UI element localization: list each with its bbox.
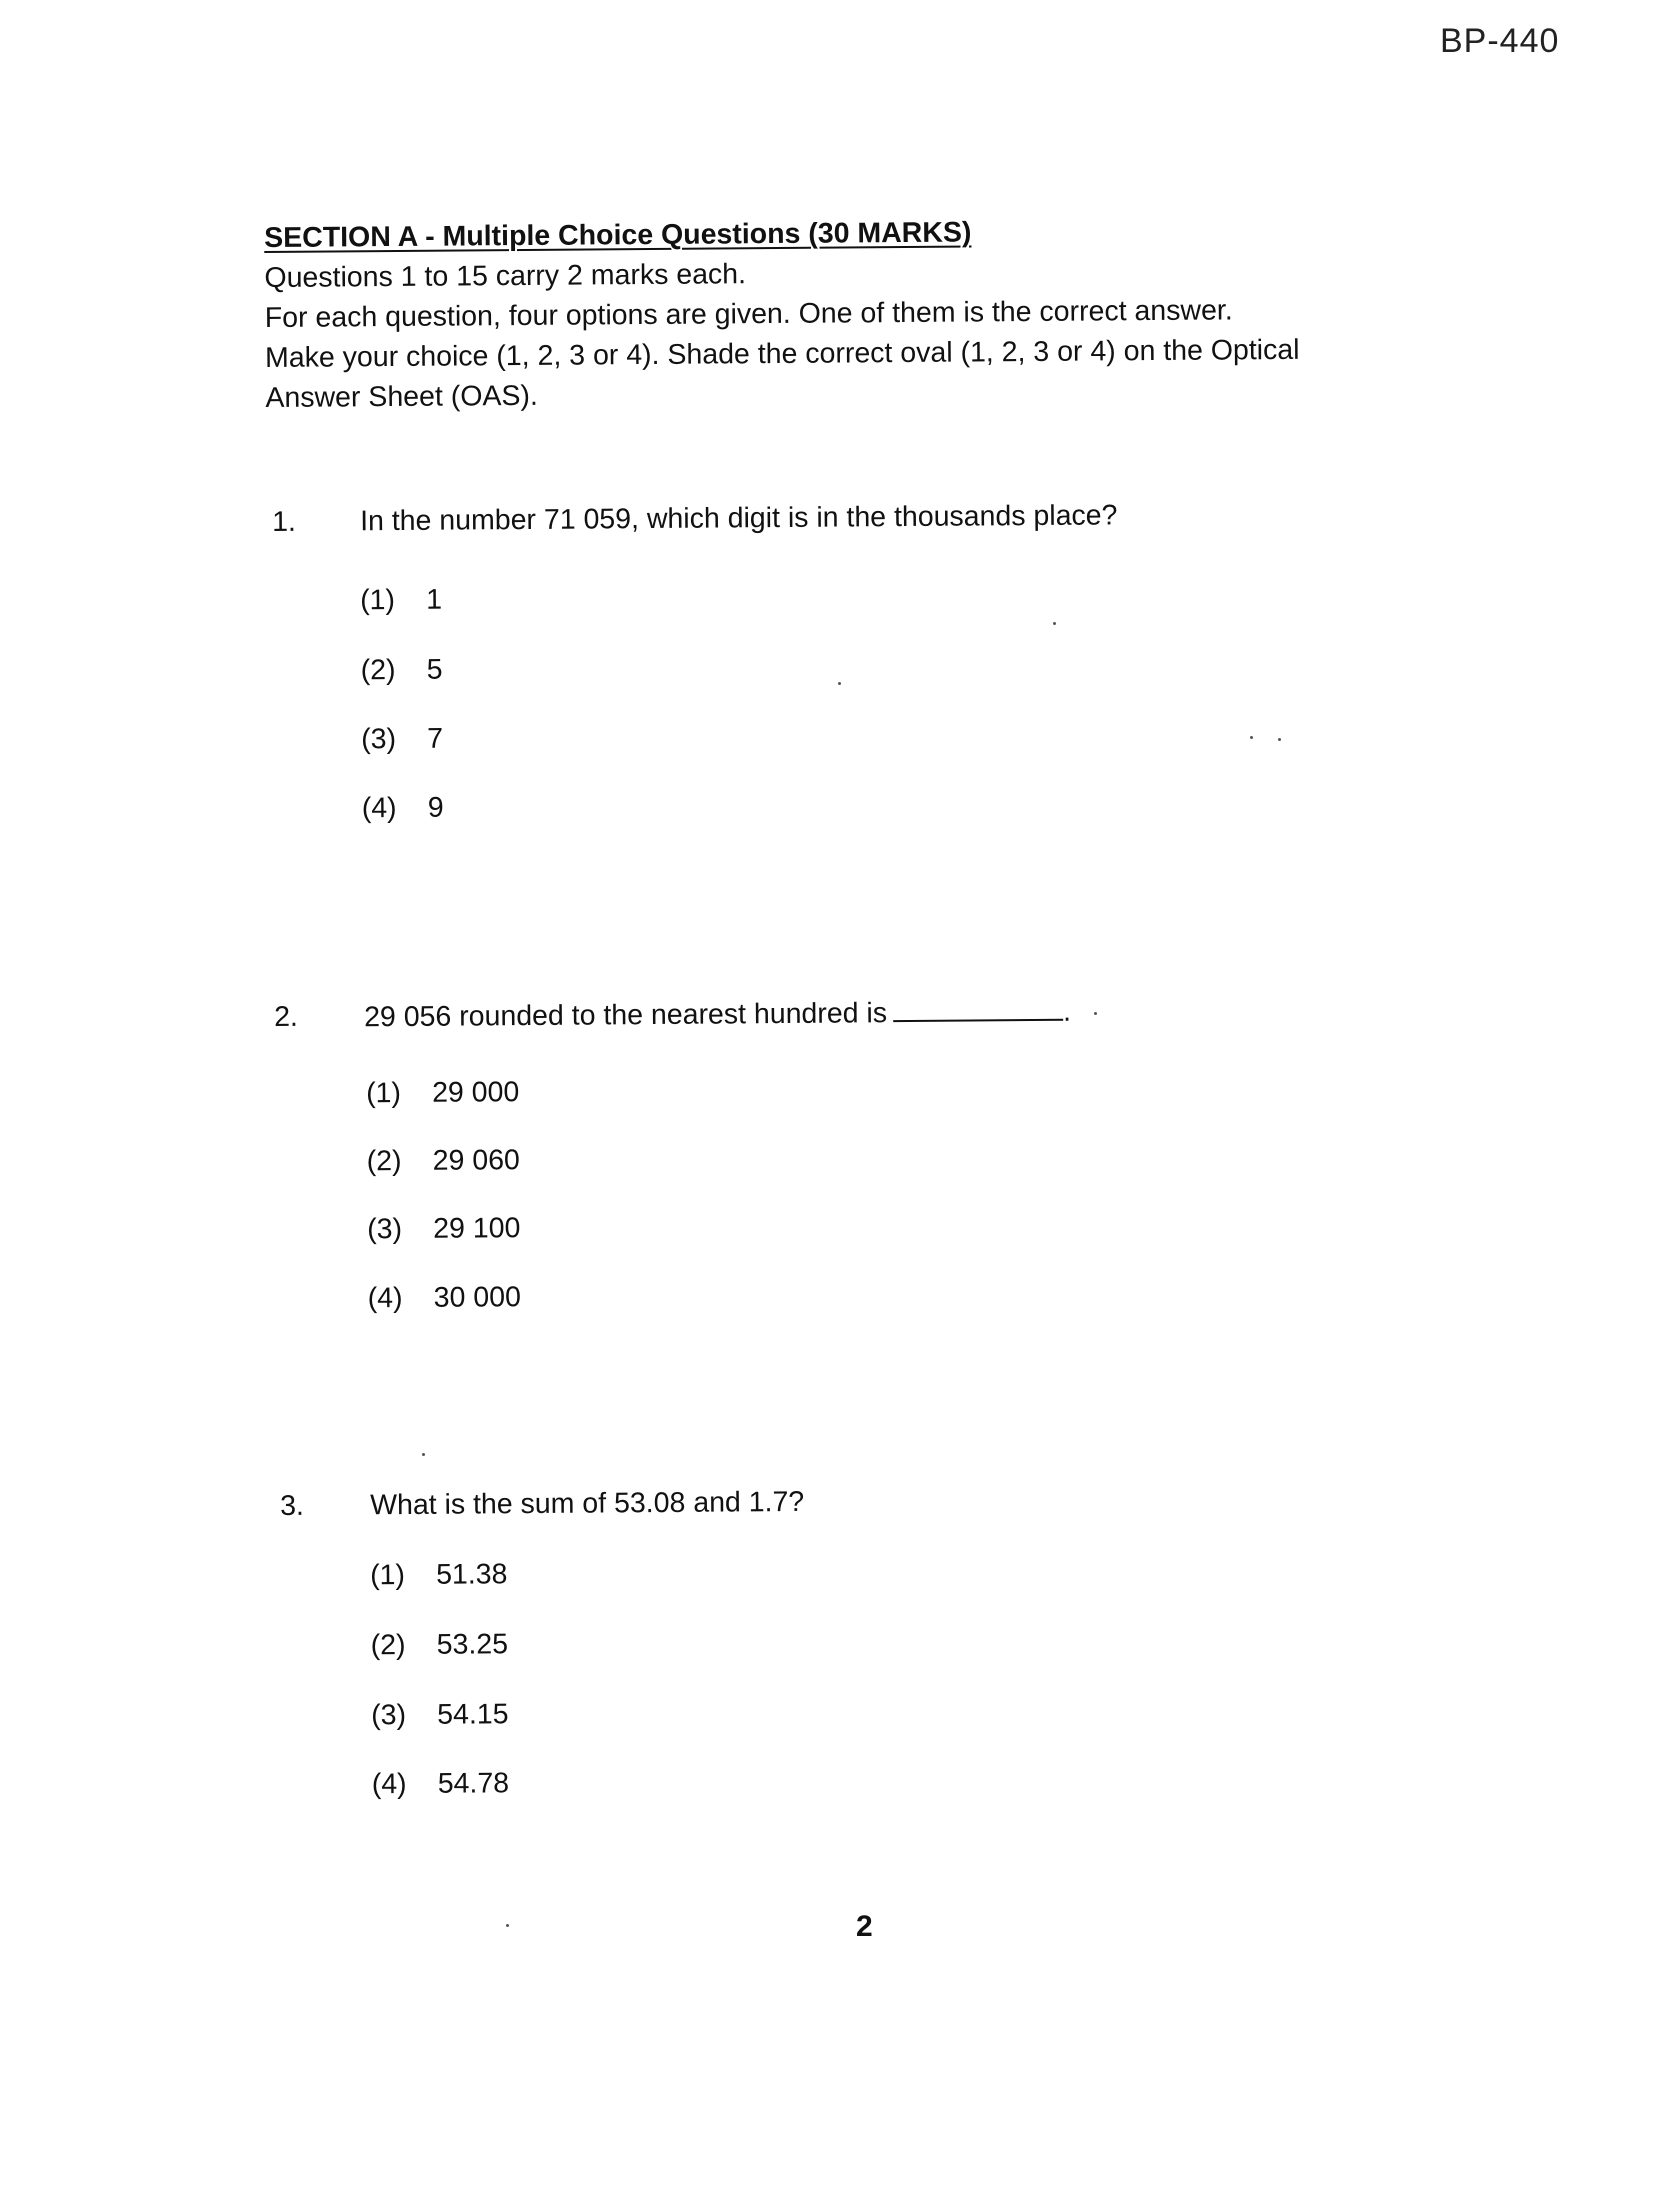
question-text: What is the sum of 53.08 and 1.7? — [369, 1485, 805, 1522]
option — [370, 1558, 508, 1592]
instruction-line: Make your choice (1, 2, 3 or 4). Shade the correct oval (1, 2, 3 or 4) on the Optical — [264, 333, 1300, 374]
question-text: In the number 71 059, which digit is in the thousands place? — [359, 499, 1118, 538]
instruction-line: Questions 1 to 15 carry 2 marks each. — [264, 258, 747, 294]
option-value: 29 100 — [433, 1212, 521, 1245]
option-value: 53.25 — [436, 1628, 509, 1661]
option-value: 5 — [426, 653, 443, 686]
option — [371, 1628, 509, 1662]
option-value: 1 — [425, 583, 443, 616]
question-text-main: 29 056 rounded to the nearest hundred is — [364, 997, 888, 1034]
scan-speck — [422, 1453, 425, 1456]
option — [368, 1281, 521, 1315]
scan-speck — [1094, 1012, 1097, 1015]
instruction-line: For each question, four options are given. One of them is the correct answer. — [264, 294, 1233, 334]
scan-speck — [1053, 622, 1056, 625]
option — [372, 1767, 510, 1801]
scan-speck — [506, 1924, 509, 1927]
option-label: (1) — [365, 1077, 402, 1110]
option — [361, 654, 443, 688]
section-title: SECTION A - Multiple Choice Questions (30 MARKS) — [264, 216, 972, 254]
option-value: 54.78 — [437, 1767, 510, 1800]
option — [361, 723, 443, 757]
option-label: (4) — [371, 1768, 407, 1801]
question-text-end: . — [1062, 995, 1072, 1028]
scan-speck — [1250, 736, 1253, 739]
option-label: (1) — [369, 1559, 406, 1592]
answer-blank — [893, 995, 1063, 1022]
option — [362, 792, 444, 826]
option-label: (2) — [370, 1629, 406, 1662]
option-value: 30 000 — [433, 1281, 522, 1314]
question-text — [364, 995, 1071, 1035]
option — [367, 1212, 520, 1246]
section-header — [264, 209, 1416, 418]
option-label: (3) — [361, 723, 397, 756]
option-label: (4) — [367, 1282, 403, 1315]
option-label: (1) — [359, 584, 396, 617]
option-value: 51.38 — [435, 1558, 508, 1591]
option-label: (3) — [367, 1213, 403, 1246]
page-number: 2 — [856, 1910, 873, 1943]
option-value: 54.15 — [437, 1698, 509, 1731]
question-number: 1. — [272, 505, 297, 538]
option-value: 9 — [427, 791, 444, 824]
page-code: BP-440 — [1440, 22, 1560, 60]
option-label: (2) — [366, 1145, 402, 1178]
scan-speck — [838, 682, 841, 685]
option-value: 29 060 — [432, 1144, 520, 1177]
instruction-line: Answer Sheet (OAS). — [265, 379, 538, 414]
question-number: 3. — [280, 1489, 305, 1522]
option-label: (4) — [361, 792, 397, 825]
option — [360, 584, 442, 618]
option — [367, 1144, 520, 1178]
option-label: (3) — [371, 1699, 407, 1732]
question-number: 2. — [274, 1000, 299, 1033]
option-value: 29 000 — [431, 1076, 520, 1109]
option — [366, 1076, 519, 1110]
scan-speck — [1278, 738, 1281, 741]
option-value: 7 — [427, 722, 444, 755]
option-label: (2) — [360, 654, 396, 687]
option — [371, 1698, 509, 1732]
